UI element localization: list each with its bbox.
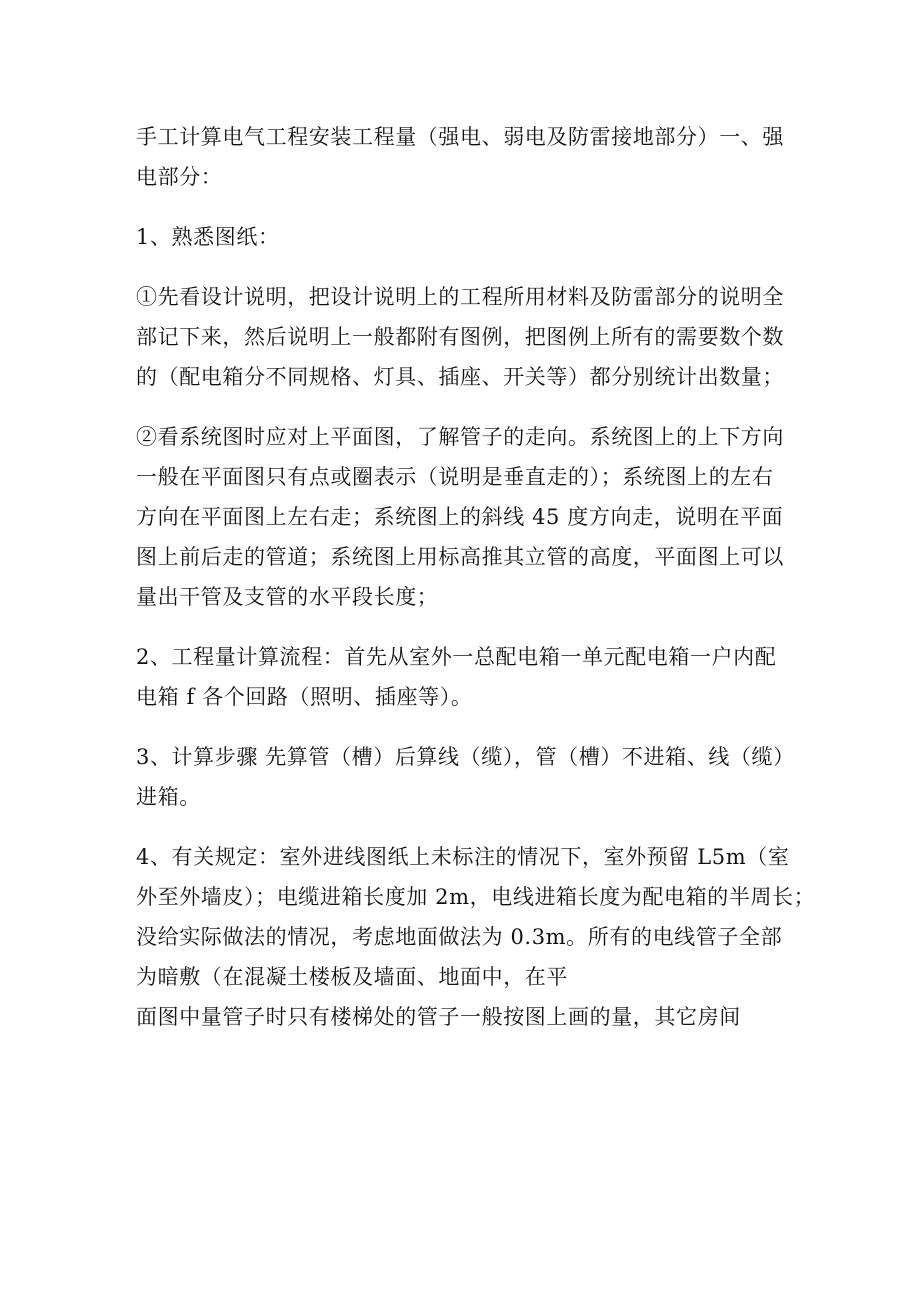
paragraph-continuation: [136, 997, 796, 1037]
text-line: 方向在平面图上左右走；系统图上的斜线 45 度方向走，说明在平面: [136, 505, 784, 529]
text-line: ②看系统图时应对上平面图，了解管子的走向。系统图上的上下方向: [136, 425, 784, 449]
paragraph-section-4: [136, 837, 816, 997]
paragraph-section-2: [136, 637, 796, 717]
paragraph-item-1: [136, 277, 796, 397]
text-line: 为暗敷（在混凝土楼板及墙面、地面中，在平: [136, 965, 568, 989]
text-line: 进箱。: [136, 785, 201, 809]
paragraph-item-2: [136, 417, 796, 617]
paragraph-section-1: [136, 217, 796, 257]
text-line: 部记下来，然后说明上一般都附有图例，把图例上所有的需要数个数: [136, 325, 784, 349]
paragraph-title: [136, 117, 796, 197]
text-line: 电箱 f 各个回路（照明、插座等）。: [136, 685, 473, 709]
text-line: 量出干管及支管的水平段长度；: [136, 585, 439, 609]
text-line: 4、有关规定：室外进线图纸上未标注的情况下，室外预留 L5m（室: [136, 845, 790, 869]
text-line: 面图中量管子时只有楼梯处的管子一般按图上画的量，其它房间: [136, 1005, 741, 1029]
text-line: 一般在平面图只有点或圈表示（说明是垂直走的）；系统图上的左右: [136, 465, 774, 489]
text-line: 图上前后走的管道；系统图上用标高推其立管的高度，平面图上可以: [136, 545, 784, 569]
text-line: 2、工程量计算流程：首先从室外一总配电箱一单元配电箱一户内配: [136, 645, 777, 669]
text-line: 没给实际做法的情况，考虑地面做法为 0.3m。所有的电线管子全部: [136, 925, 783, 949]
paragraph-section-3: [136, 737, 796, 817]
text-line: 外至外墙皮）；电缆进箱长度加 2m，电线进箱长度为配电箱的半周长；: [136, 885, 816, 909]
text-line: 1、熟悉图纸：: [136, 225, 280, 249]
text-line: 3、计算步骤 先算管（槽）后算线（缆），管（槽）不进箱、线（缆）: [136, 745, 795, 769]
document-body: [136, 117, 816, 1037]
text-line: 手工计算电气工程安装工程量（强电、弱电及防雷接地部分）一、强: [136, 125, 784, 149]
text-line: 电部分：: [136, 165, 223, 189]
text-line: 的（配电箱分不同规格、灯具、插座、开关等）都分别统计出数量；: [136, 365, 784, 389]
text-line: ①先看设计说明，把设计说明上的工程所用材料及防雷部分的说明全: [136, 285, 784, 309]
